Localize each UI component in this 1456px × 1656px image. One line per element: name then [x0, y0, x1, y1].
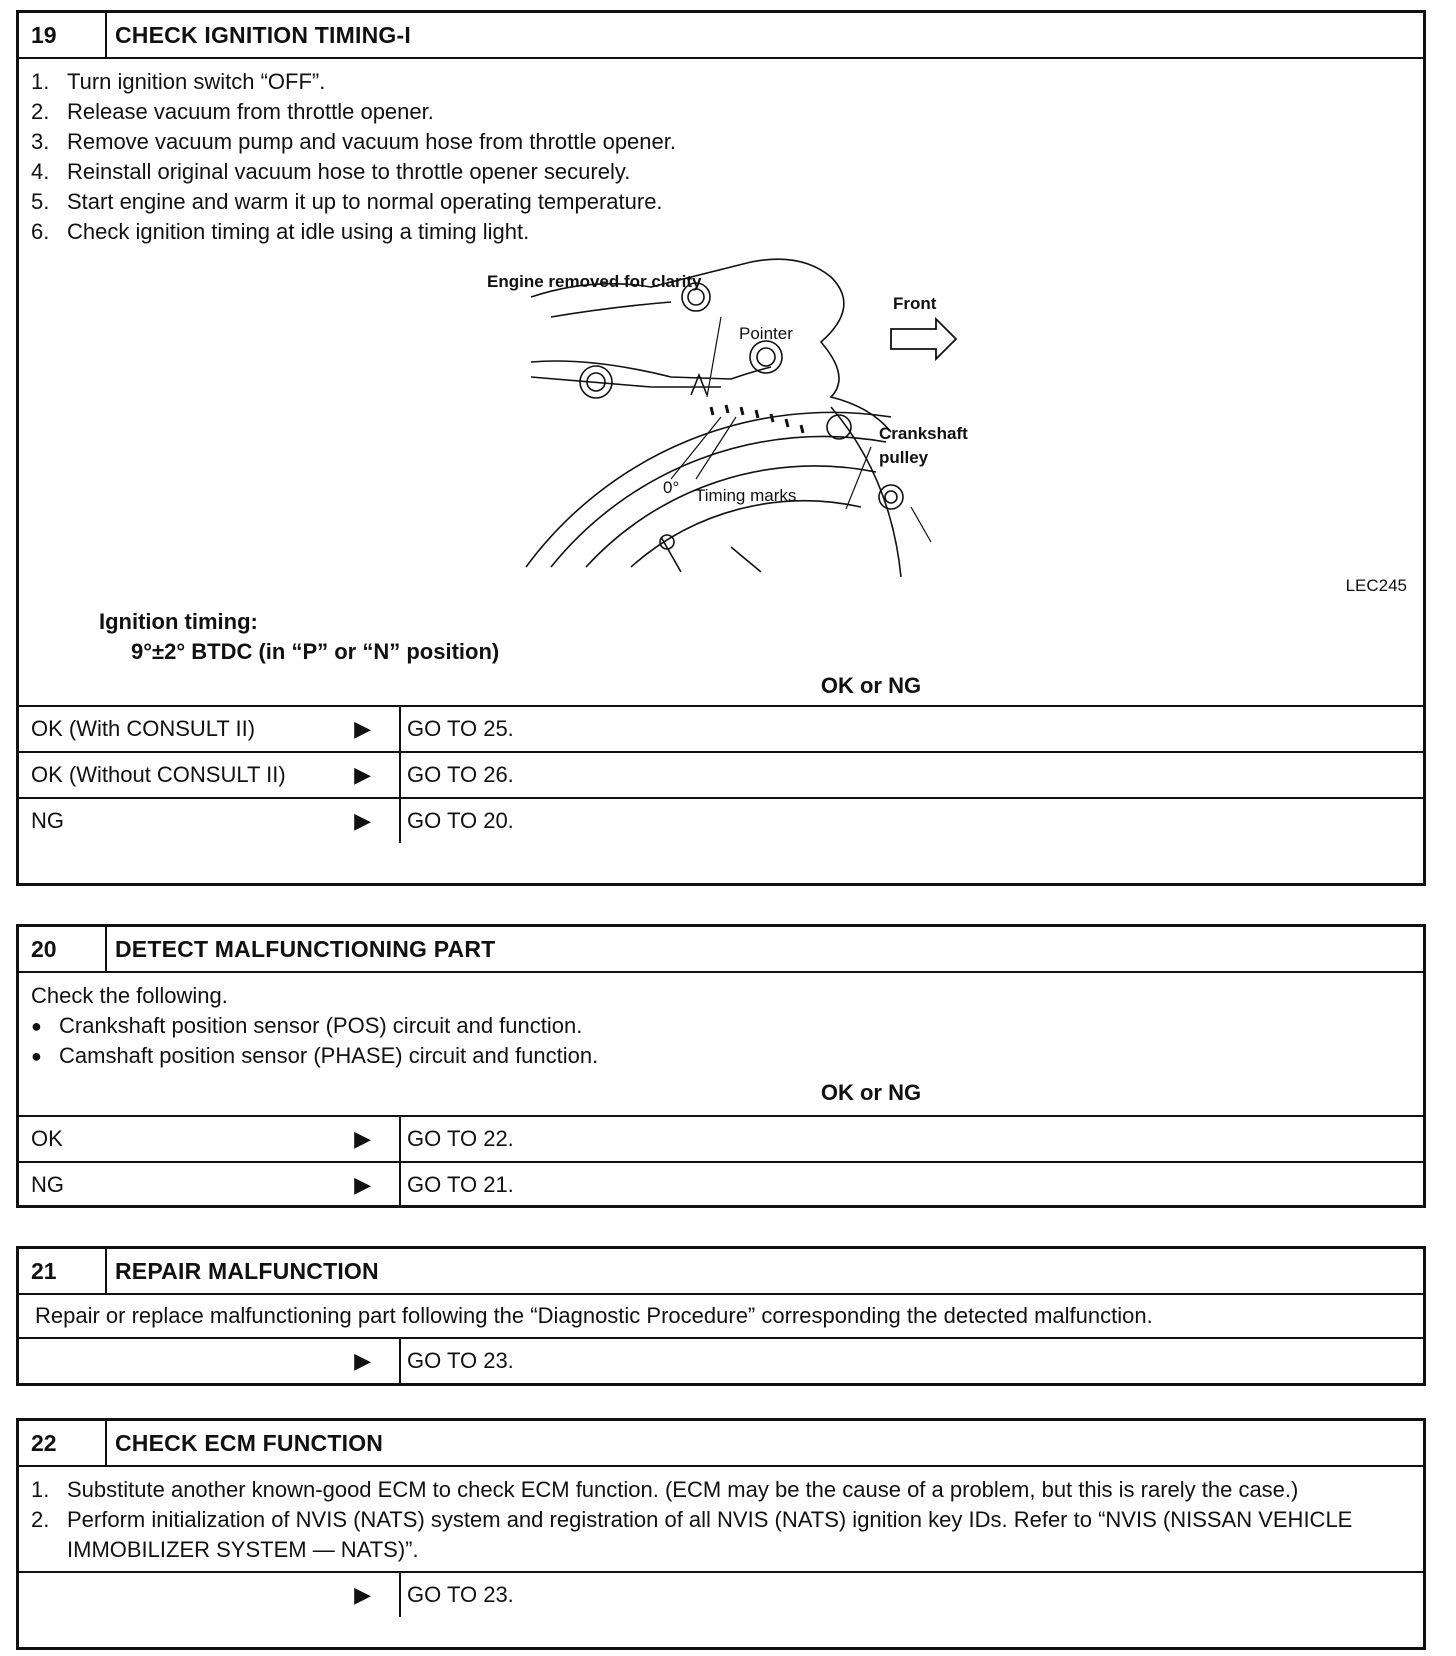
ok-or-ng-heading: OK or NG	[820, 673, 922, 698]
list-item: ● Camshaft position sensor (PHASE) circuit and function.	[31, 1043, 599, 1068]
instruction-text: Repair or replace malfunctioning part following the “Diagnostic Procedure” corresponding the detected malfunction.	[35, 1303, 1153, 1328]
step-number: 19	[19, 13, 107, 57]
list-item: 1. Turn ignition switch “OFF”.	[31, 69, 326, 94]
step-22-header	[19, 1421, 1423, 1467]
crankshaft-pulley-illustration	[31, 247, 1411, 607]
label-front: Front	[893, 294, 937, 313]
step-20-header	[19, 927, 1423, 973]
list-item: 2. Perform initialization of NVIS (NATS) system and registration of all NVIS (NATS) ignition key IDs. Refer to “NVIS (NISSAN VEHICLE IMMOBILIZER SYSTEM — NATS)”.	[31, 1507, 1353, 1562]
list-item: 5. Start engine and warm it up to normal operating temperature.	[31, 189, 663, 214]
timing-diagram	[31, 247, 1411, 607]
table-row	[19, 1337, 1423, 1383]
spec-value: 9°±2° BTDC (in “P” or “N” position)	[131, 639, 500, 664]
intro-text: Check the following.	[31, 983, 228, 1008]
list-item: 2. Release vacuum from throttle opener.	[31, 99, 434, 124]
step-19-body	[19, 59, 1423, 667]
list-item: ● Crankshaft position sensor (POS) circuit and function.	[31, 1013, 583, 1038]
ignition-timing-spec	[31, 607, 1411, 667]
table-row	[19, 1571, 1423, 1617]
ok-or-ng-heading: OK or NG	[820, 1080, 922, 1105]
step-title: CHECK IGNITION TIMING-I	[115, 21, 411, 48]
go-to-link[interactable]: GO TO 21.	[407, 1172, 514, 1197]
go-to-link[interactable]: GO TO 22.	[407, 1126, 514, 1151]
table-row	[19, 705, 1423, 751]
go-to-link[interactable]: GO TO 23.	[407, 1582, 514, 1607]
list-item: 4. Reinstall original vacuum hose to throttle opener securely.	[31, 159, 631, 184]
label-pointer: Pointer	[739, 324, 793, 343]
step-20-body	[19, 973, 1423, 1071]
step-title: CHECK ECM FUNCTION	[115, 1429, 384, 1456]
step-19-header	[19, 13, 1423, 59]
label-timing-marks: Timing marks	[695, 486, 797, 505]
arrow-right-icon: ▶	[354, 762, 371, 787]
procedure-list	[31, 67, 1411, 247]
step-number: 21	[19, 1249, 107, 1293]
step-title: REPAIR MALFUNCTION	[115, 1257, 379, 1284]
list-item: 3. Remove vacuum pump and vacuum hose from throttle opener.	[31, 129, 676, 154]
arrow-right-icon: ▶	[354, 1126, 371, 1151]
table-row	[19, 1161, 1423, 1207]
figure-code: LEC245	[1345, 576, 1407, 595]
arrow-right-icon: ▶	[354, 716, 371, 741]
go-to-link[interactable]: GO TO 25.	[407, 716, 514, 741]
step-title: DETECT MALFUNCTIONING PART	[115, 935, 496, 962]
step-number: 22	[19, 1421, 107, 1465]
step-number: 20	[19, 927, 107, 971]
step-21-body	[19, 1295, 1423, 1337]
table-row	[19, 797, 1423, 843]
arrow-right-icon: ▶	[354, 1582, 371, 1607]
table-row	[19, 1115, 1423, 1161]
label-crankshaft: Crankshaft	[879, 424, 968, 443]
go-to-link[interactable]: GO TO 26.	[407, 762, 514, 787]
label-pulley: pulley	[879, 448, 929, 467]
condition-label: NG	[31, 808, 64, 833]
step-19-box	[16, 10, 1426, 886]
label-zero-degrees: 0°	[663, 478, 680, 497]
condition-label: OK (Without CONSULT II)	[31, 762, 286, 787]
check-list	[31, 1011, 1411, 1071]
condition-label: OK (With CONSULT II)	[31, 716, 256, 741]
table-row	[19, 751, 1423, 797]
condition-label: NG	[31, 1172, 64, 1197]
condition-label: OK	[31, 1126, 63, 1151]
arrow-right-icon: ▶	[354, 1172, 371, 1197]
list-item: 1. Substitute another known-good ECM to check ECM function. (ECM may be the cause of a problem, but this is rarely the case.)	[31, 1477, 1299, 1502]
step-20-box	[16, 924, 1426, 1208]
arrow-right-icon: ▶	[354, 1348, 371, 1373]
go-to-link[interactable]: GO TO 20.	[407, 808, 514, 833]
procedure-list	[31, 1475, 1411, 1565]
step-22-body	[19, 1467, 1423, 1571]
spec-label: Ignition timing:	[99, 609, 258, 634]
label-engine-removed: Engine removed for clarity	[487, 272, 702, 291]
step-22-box	[16, 1418, 1426, 1650]
step-21-header	[19, 1249, 1423, 1295]
go-to-link[interactable]: GO TO 23.	[407, 1348, 514, 1373]
arrow-right-icon: ▶	[354, 808, 371, 833]
step-21-box	[16, 1246, 1426, 1386]
list-item: 6. Check ignition timing at idle using a timing light.	[31, 219, 530, 244]
